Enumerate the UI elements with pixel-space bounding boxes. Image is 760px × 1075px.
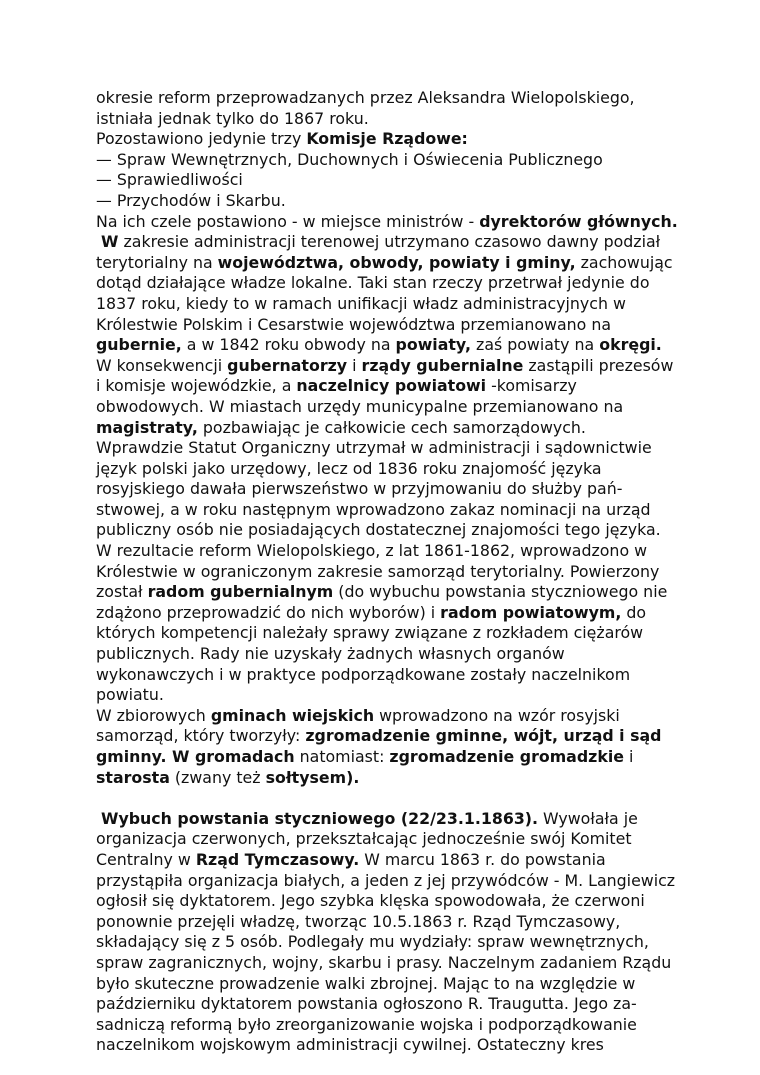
text-line: [96, 397, 696, 418]
text-line: [96, 520, 696, 541]
text-line: [96, 706, 696, 727]
text-run: Na ich czele postawiono - w miejsce ministrów -: [96, 211, 480, 231]
text-run: dotąd działające władze lokalne. Taki stan rzeczy przetrwał jedynie do: [96, 273, 650, 293]
text-run: publicznych. Rady nie uzyskały żadnych własnych organów: [96, 644, 565, 664]
text-run: — Przychodów i Skarbu.: [96, 190, 286, 210]
text-run: do: [621, 602, 647, 622]
text-line: [96, 912, 696, 933]
text-run: (zwany też: [169, 767, 266, 787]
text-run: 1837 roku, kiedy to w ramach unifikacji władz administracyjnych w: [96, 293, 626, 313]
bold-text-run: sołtysem).: [265, 767, 360, 787]
text-run: a w 1842 roku obwody na: [181, 335, 396, 355]
bold-text-run: zgromadzenie gminne, wójt, urząd i sąd: [305, 726, 662, 746]
document-text-block: [96, 88, 696, 788]
text-line: [96, 253, 696, 274]
text-run: okresie reform przeprowadzanych przez Aleksandra Wielopolskiego,: [96, 88, 635, 107]
bold-text-run: województwa, obwody, powiaty i gminy,: [217, 252, 576, 272]
text-run: składający się z 5 osób. Podlegały mu wydziały: spraw wewnętrznych,: [96, 932, 649, 952]
text-line: [96, 644, 696, 665]
bold-text-run: naczelnicy powiatowi: [296, 376, 487, 396]
bold-text-run: dyrektorów głównych.: [479, 211, 678, 231]
text-line: [96, 747, 696, 768]
text-run: publiczny osób nie posiadających dostatecznej znajomości tego języka.: [96, 520, 661, 540]
bold-text-run: okręgi.: [599, 335, 662, 355]
text-line: [96, 623, 696, 644]
text-run: pozbawiając je całkowicie cech samorządowych.: [197, 417, 586, 437]
bold-text-run: magistraty,: [96, 417, 198, 437]
text-line: [96, 315, 696, 336]
text-run: istniała jednak tylko do 1867 roku.: [96, 108, 369, 128]
text-run: Wywołała je: [538, 808, 638, 828]
text-line: [96, 974, 696, 995]
document-page: [96, 88, 696, 1056]
bold-text-run: gminach wiejskich: [210, 705, 375, 725]
document-text-block-uprising: [96, 809, 696, 1056]
text-line: [96, 994, 696, 1015]
text-line: [96, 562, 696, 583]
text-run: W marcu 1863 r. do powstania: [359, 849, 606, 869]
text-run: (do wybuchu powstania styczniowego nie: [333, 582, 668, 602]
bold-text-run: radom gubernialnym: [147, 582, 334, 602]
text-line: [96, 871, 696, 892]
bold-text-run: Rząd Tymczasowy.: [195, 849, 360, 869]
text-run: obwodowych. W miastach urzędy municypalne przemianowano na: [96, 396, 624, 416]
text-line: [96, 479, 696, 500]
text-line: [96, 850, 696, 871]
bold-text-run: zgromadzenie gromadzkie: [389, 747, 624, 766]
text-run: październiku dyktatorem powstania ogłoszono R. Traugutta. Jego za-: [96, 994, 637, 1014]
text-run: samorząd, który tworzyły:: [96, 726, 306, 746]
text-line: [96, 459, 696, 480]
text-line: [96, 356, 696, 377]
text-run: został: [96, 582, 148, 602]
text-run: — Sprawiedliwości: [96, 170, 243, 190]
text-run: W rezultacie reform Wielopolskiego, z lat 1861-1862, wprowadzono w: [96, 541, 648, 561]
text-run: Centralny w: [96, 849, 196, 869]
bold-text-run: Wybuch powstania styczniowego (22/23.1.1863).: [101, 808, 539, 828]
text-run: i: [623, 747, 634, 766]
text-line: [96, 500, 696, 521]
text-line: [96, 232, 696, 253]
bold-text-run: powiaty,: [395, 335, 471, 355]
text-line: [96, 809, 696, 830]
text-line: [96, 438, 696, 459]
bold-text-run: radom powiatowym,: [440, 602, 622, 622]
text-run: ogłosił się dyktatorem. Jego szybka klęska spowodowała, że czerwoni: [96, 891, 645, 911]
text-line: [96, 603, 696, 624]
text-run: ponownie przejęli władzę, tworząc 10.5.1863 r. Rząd Tymczasowy,: [96, 911, 621, 931]
text-line: [96, 891, 696, 912]
text-line: [96, 88, 696, 109]
text-line: [96, 170, 696, 191]
text-run: język polski jako urzędowy, lecz od 1836 roku znajomość języka: [96, 458, 602, 478]
text-run: W zbiorowych: [96, 705, 211, 725]
text-run: wprowadzono na wzór rosyjski: [374, 705, 620, 725]
text-line: [96, 150, 696, 171]
bold-text-run: starosta: [96, 767, 170, 787]
text-run: których kompetencji należały sprawy związane z rozkładem ciężarów: [96, 623, 644, 643]
text-run: sadniczą reformą było zreorganizowanie wojska i podporządkowanie: [96, 1014, 637, 1034]
text-line: [96, 212, 696, 233]
text-line: [96, 726, 696, 747]
text-line: [96, 953, 696, 974]
text-line: [96, 294, 696, 315]
text-run: było skuteczne prowadzenie walki zbrojnej. Mając to na względzie w: [96, 973, 636, 993]
text-line: [96, 273, 696, 294]
bold-text-run: gminny. W gromadach: [96, 747, 295, 766]
text-run: Królestwie w ograniczonym zakresie samorząd terytorialny. Powierzony: [96, 561, 660, 581]
text-run: rosyjskiego dawała pierwszeństwo w przyjmowaniu do służby pań-: [96, 479, 623, 499]
text-run: natomiast:: [294, 747, 390, 766]
paragraph-gap: [96, 788, 696, 809]
bold-text-run: Komisje Rządowe:: [306, 129, 468, 149]
text-line: [96, 191, 696, 212]
text-line: [96, 418, 696, 439]
bold-text-run: gubernatorzy: [227, 355, 348, 375]
text-run: Wprawdzie Statut Organiczny utrzymał w administracji i sądownictwie: [96, 438, 652, 458]
text-run: Pozostawiono jedynie trzy: [96, 129, 307, 149]
text-run: stwowej, a w roku następnym wprowadzono zakaz nominacji na urząd: [96, 499, 651, 519]
text-run: zdążono przeprowadzić do nich wyborów) i: [96, 602, 441, 622]
text-line: [96, 335, 696, 356]
text-line: [96, 109, 696, 130]
text-run: terytorialny na: [96, 252, 218, 272]
text-line: [96, 665, 696, 686]
text-run: — Spraw Wewnętrznych, Duchownych i Oświecenia Publicznego: [96, 149, 603, 169]
text-line: [96, 932, 696, 953]
text-line: [96, 768, 696, 789]
text-line: [96, 829, 696, 850]
text-run: organizacja czerwonych, przekształcając jednocześnie swój Komitet: [96, 829, 632, 849]
text-run: spraw zagranicznych, wojny, skarbu i prasy. Naczelnym zadaniem Rządu: [96, 952, 672, 972]
text-line: [96, 376, 696, 397]
text-run: wykonawczych i w praktyce podporządkowane zostały naczelnikom: [96, 664, 631, 684]
text-run: zastąpili prezesów: [523, 355, 674, 375]
text-line: [96, 582, 696, 603]
bold-text-run: gubernie,: [96, 335, 182, 355]
text-run: i: [347, 355, 362, 375]
text-run: -komisarzy: [486, 376, 577, 396]
text-line: [96, 1015, 696, 1036]
bold-text-run: rządy gubernialne: [361, 355, 524, 375]
text-line: [96, 1035, 696, 1056]
text-run: zakresie administracji terenowej utrzymano czasowo dawny podział: [118, 232, 661, 252]
text-run: powiatu.: [96, 685, 164, 705]
bold-text-run: W: [101, 232, 119, 252]
text-run: Królestwie Polskim i Cesarstwie województwa przemianowano na: [96, 314, 612, 334]
text-run: zachowując: [575, 252, 673, 272]
text-line: [96, 685, 696, 706]
text-run: W konsekwencji: [96, 355, 228, 375]
text-run: naczelnikom wojskowym administracji cywilnej. Ostateczny kres: [96, 1035, 604, 1055]
text-run: zaś powiaty na: [471, 335, 600, 355]
text-line: [96, 129, 696, 150]
text-line: [96, 541, 696, 562]
text-run: i komisje wojewódzkie, a: [96, 376, 297, 396]
text-run: przystąpiła organizacja białych, a jeden z jej przywódców - M. Langiewicz: [96, 870, 676, 890]
